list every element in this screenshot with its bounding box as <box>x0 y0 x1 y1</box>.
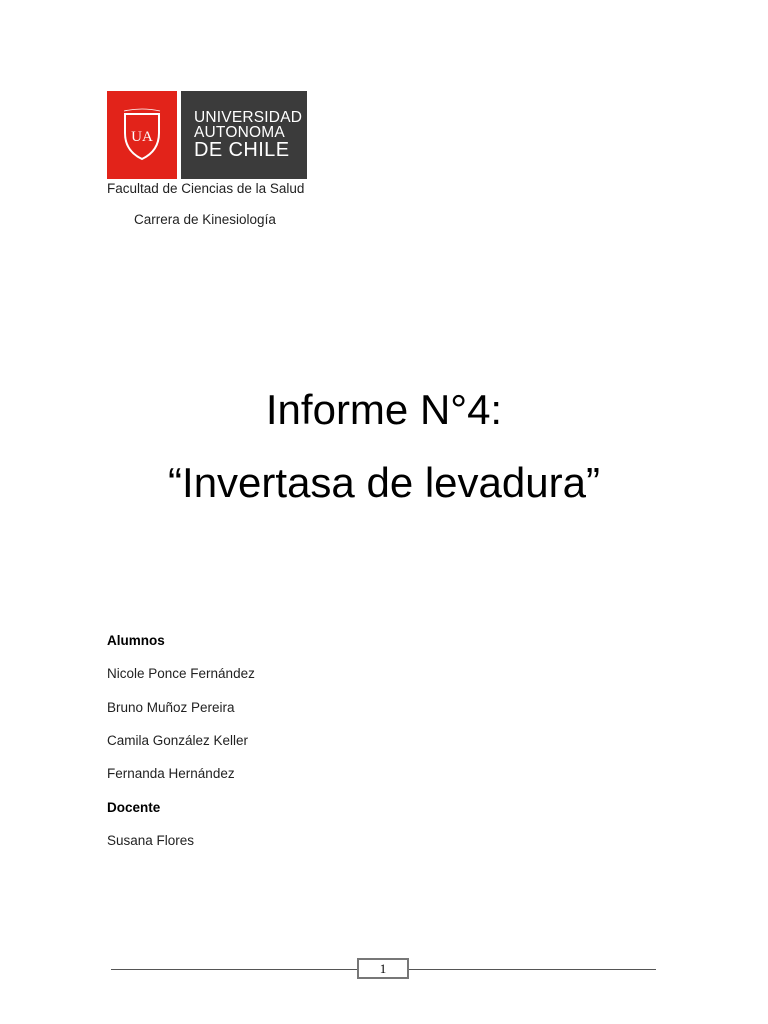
student-name: Bruno Muñoz Pereira <box>107 700 235 715</box>
page-number: 1 <box>357 958 409 979</box>
logo-name-panel <box>181 91 307 179</box>
logo-shield-panel <box>107 91 177 179</box>
logo-name-line-2: AUTONOMA <box>194 124 285 141</box>
logo-initials: UA <box>131 129 153 145</box>
student-name: Nicole Ponce Fernández <box>107 666 255 681</box>
teacher-heading: Docente <box>107 800 161 815</box>
logo-name <box>194 110 302 160</box>
report-subtitle: “Invertasa de levadura” <box>168 459 600 506</box>
report-title: Informe N°4: <box>265 386 503 433</box>
students-heading: Alumnos <box>107 633 165 648</box>
university-logo <box>107 91 307 179</box>
career-name: Carrera de Kinesiología <box>134 212 276 227</box>
student-name: Fernanda Hernández <box>107 766 235 781</box>
footer-rule-right <box>409 969 656 970</box>
logo-name-line-3: DE CHILE <box>194 139 290 161</box>
student-name: Camila González Keller <box>107 733 249 748</box>
footer-rule-left <box>111 969 357 970</box>
faculty-name: Facultad de Ciencias de la Salud <box>107 181 305 196</box>
university-shield-icon <box>107 91 177 179</box>
teacher-name: Susana Flores <box>107 833 195 848</box>
logo-name-line-1: UNIVERSIDAD <box>194 109 303 126</box>
